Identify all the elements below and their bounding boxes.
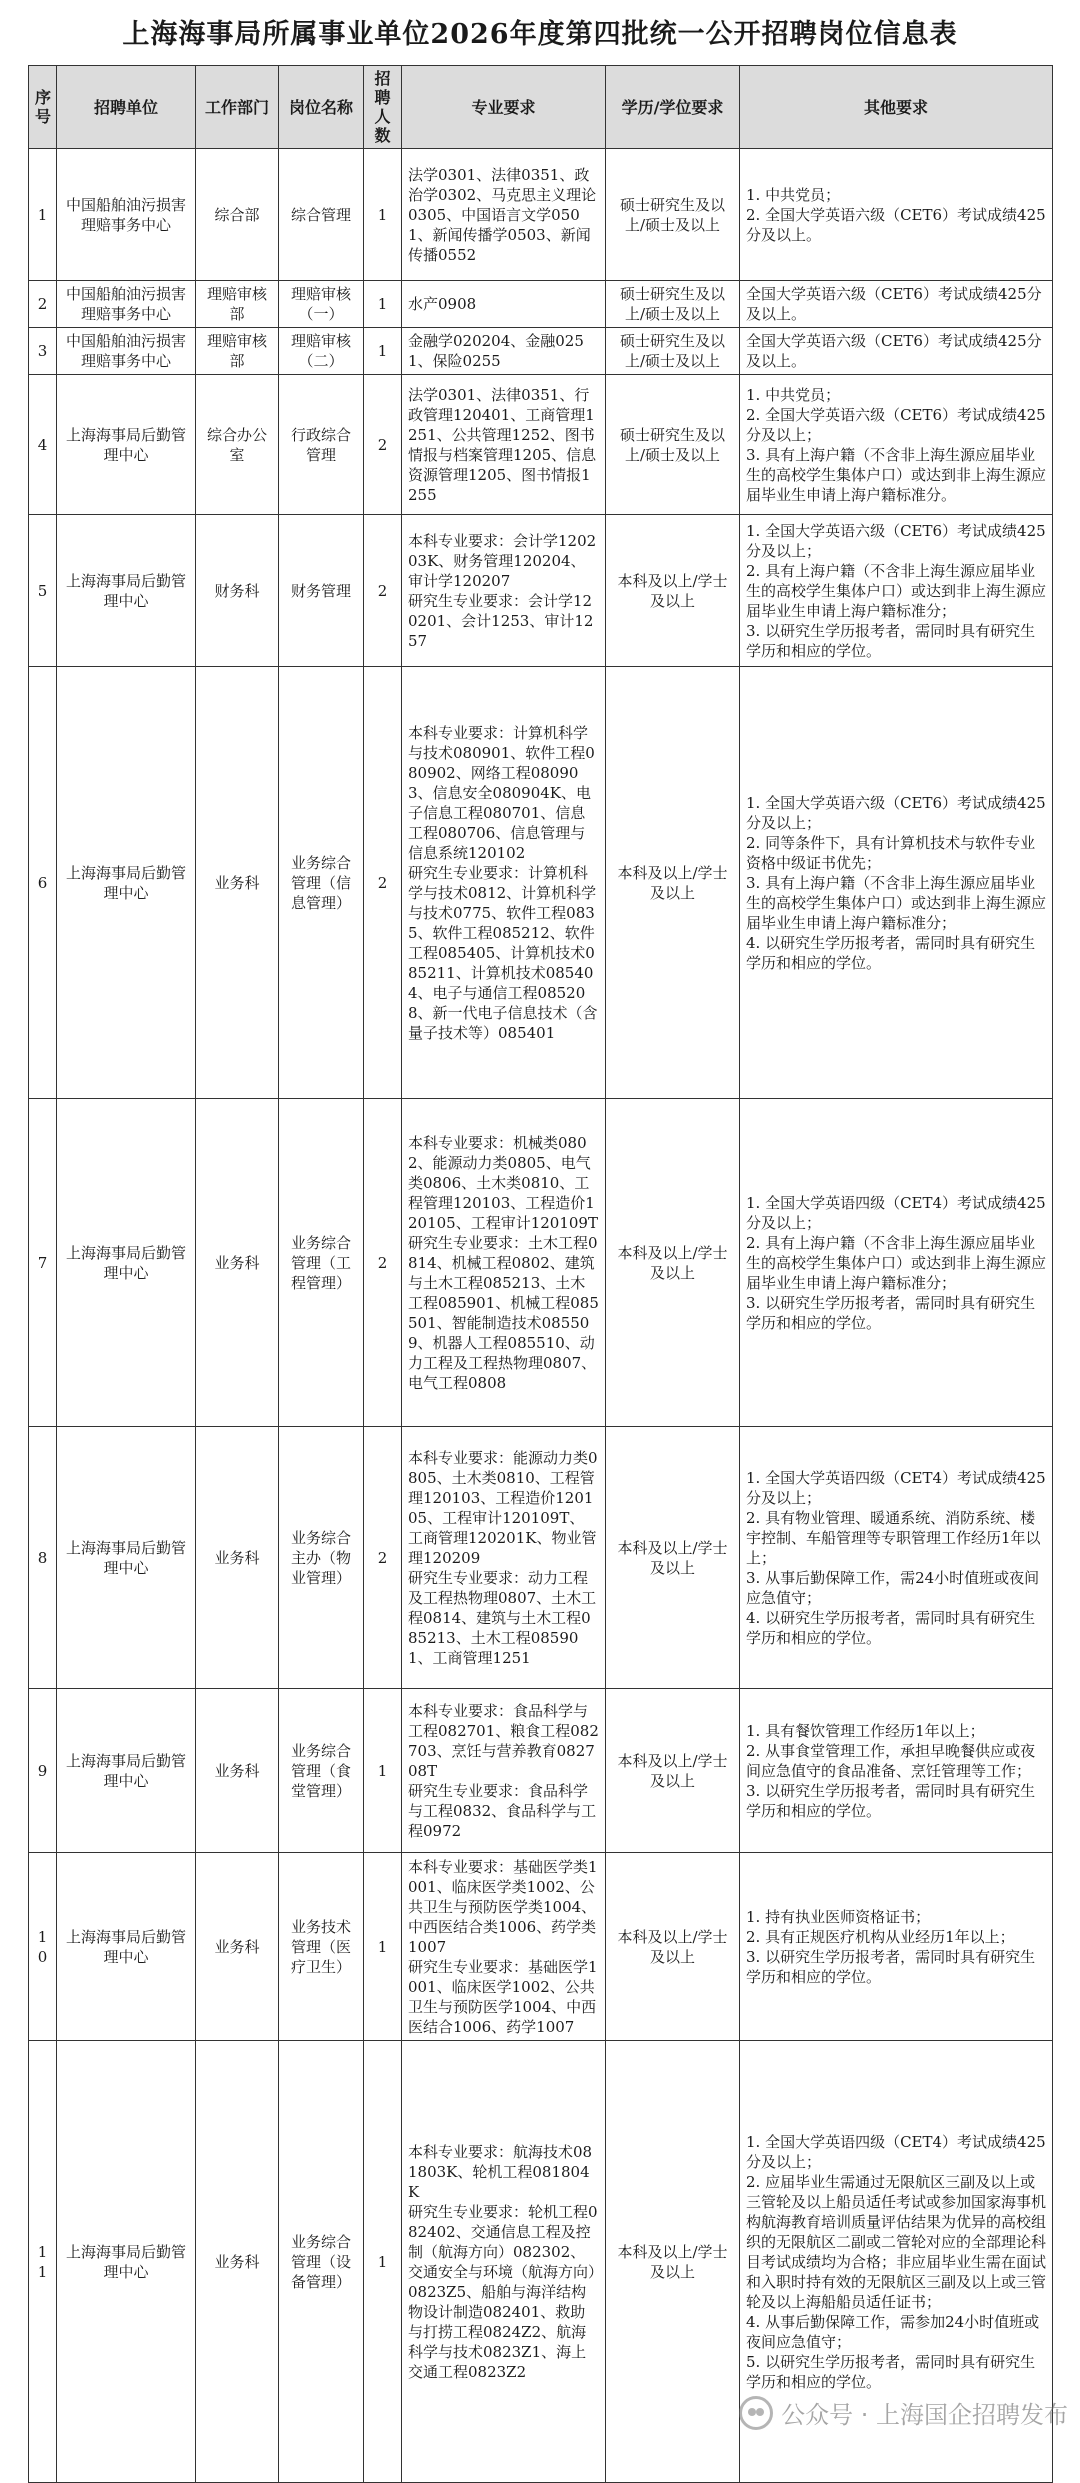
cell-major: 本科专业要求：食品科学与工程082701、粮食工程082703、烹饪与营养教育082708T 研究生专业要求：食品科学与工程0832、食品科学与工程0972 <box>402 1689 606 1853</box>
cell-major: 本科专业要求：基础医学类1001、临床医学类1002、公共卫生与预防医学类1004、中西医结合类1006、药学类1007 研究生专业要求：基础医学1001、临床医学1002、公共卫生与预防医学1004、中西医结合1006、药学1007 <box>402 1853 606 2041</box>
cell-count: 1 <box>364 281 402 328</box>
table-row <box>29 1099 1053 1427</box>
cell-post: 综合管理 <box>279 149 364 281</box>
cell-dept: 综合办公室 <box>196 375 279 515</box>
table-row <box>29 1853 1053 2041</box>
cell-count: 1 <box>364 328 402 375</box>
cell-post: 理赔审核（一） <box>279 281 364 328</box>
cell-major: 本科专业要求：机械类0802、能源动力类0805、电气类0806、土木类0810、工程管理120103、工程造价120105、工程审计120109T 研究生专业要求：土木工程0814、机械工程0802、建筑与土木工程085213、土木工程085901、机械工程085501、智能制造技术085509、机器人工程085510、动力工程及工程热物理0807、电气工程0808 <box>402 1099 606 1427</box>
cell-count: 2 <box>364 1427 402 1689</box>
cell-index: 6 <box>29 667 57 1099</box>
cell-index: 8 <box>29 1427 57 1689</box>
cell-major: 本科专业要求：航海技术081803K、轮机工程081804K 研究生专业要求：轮机工程082402、交通信息工程及控制（航海方向）082302、交通安全与环境（航海方向）0823Z5、船舶与海洋结构物设计制造082401、救助与打捞工程0824Z2、航海科学与技术0823Z1、海上交通工程0823Z2 <box>402 2041 606 2483</box>
cell-dept: 业务科 <box>196 1427 279 1689</box>
cell-post: 业务技术管理（医疗卫生） <box>279 1853 364 2041</box>
cell-index: 7 <box>29 1099 57 1427</box>
cell-education: 本科及以上/学士及以上 <box>606 2041 740 2483</box>
cell-unit: 上海海事局后勤管理中心 <box>57 375 196 515</box>
cell-count: 1 <box>364 149 402 281</box>
cell-major: 法学0301、法律0351、政治学0302、马克思主义理论0305、中国语言文学0501、新闻传播学0503、新闻传播0552 <box>402 149 606 281</box>
table-row <box>29 149 1053 281</box>
header-dept: 工作部门 <box>196 66 279 149</box>
cell-dept: 综合部 <box>196 149 279 281</box>
cell-unit: 上海海事局后勤管理中心 <box>57 1099 196 1427</box>
cell-post: 业务综合管理（设备管理） <box>279 2041 364 2483</box>
page-title: 上海海事局所属事业单位2026年度第四批统一公开招聘岗位信息表 <box>122 19 958 50</box>
cell-count: 1 <box>364 2041 402 2483</box>
cell-post: 业务综合管理（食堂管理） <box>279 1689 364 1853</box>
cell-index: 9 <box>29 1689 57 1853</box>
cell-major: 本科专业要求：计算机科学与技术080901、软件工程080902、网络工程080903、信息安全080904K、电子信息工程080701、信息工程080706、信息管理与信息系统120102 研究生专业要求：计算机科学与技术0812、计算机科学与技术0775、软件工程0835、软件工程085212、软件工程085405、计算机技术085211、计算机技术085404、电子与通信工程085208、新一代电子信息技术（含量子技术等）085401 <box>402 667 606 1099</box>
cell-unit: 上海海事局后勤管理中心 <box>57 2041 196 2483</box>
cell-dept: 业务科 <box>196 1689 279 1853</box>
cell-other: 全国大学英语六级（CET6）考试成绩425分及以上。 <box>740 281 1053 328</box>
cell-count: 2 <box>364 515 402 667</box>
cell-index: 4 <box>29 375 57 515</box>
cell-education: 本科及以上/学士及以上 <box>606 667 740 1099</box>
cell-count: 2 <box>364 375 402 515</box>
cell-unit: 上海海事局后勤管理中心 <box>57 1427 196 1689</box>
cell-unit: 中国船舶油污损害理赔事务中心 <box>57 149 196 281</box>
header-major: 专业要求 <box>402 66 606 149</box>
recruitment-table <box>28 65 1053 2483</box>
cell-education: 本科及以上/学士及以上 <box>606 1853 740 2041</box>
cell-education: 本科及以上/学士及以上 <box>606 1427 740 1689</box>
cell-other: 1. 全国大学英语四级（CET4）考试成绩425分及以上； 2. 应届毕业生需通过无限航区三副及以上或三管轮及以上船员适任考试或参加国家海事机构航海教育培训质量评估结果为优异的高校组织的无限航区二副或二管轮对应的全部理论科目考试成绩均为合格；非应届毕业生需在面试和入职时持有效的无限航区三副及以上或三管轮及以上海船船员适任证书； 4. 从事后勤保障工作，需参加24小时值班或夜间应急值守； 5. 以研究生学历报考者，需同时具有研究生学历和相应的学位。 <box>740 2041 1053 2483</box>
table-row <box>29 375 1053 515</box>
cell-count: 2 <box>364 667 402 1099</box>
watermark-text: 公众号 · 上海国企招聘发布 <box>781 2401 1068 2429</box>
cell-index: 10 <box>29 1853 57 2041</box>
cell-education: 硕士研究生及以上/硕士及以上 <box>606 281 740 328</box>
table-row <box>29 281 1053 328</box>
cell-major: 法学0301、法律0351、行政管理120401、工商管理1251、公共管理1252、图书情报与档案管理1205、信息资源管理1205、图书情报1255 <box>402 375 606 515</box>
cell-count: 2 <box>364 1099 402 1427</box>
table-row <box>29 1689 1053 1853</box>
cell-post: 行政综合管理 <box>279 375 364 515</box>
cell-unit: 上海海事局后勤管理中心 <box>57 515 196 667</box>
cell-other: 1. 全国大学英语四级（CET4）考试成绩425分及以上； 2. 具有上海户籍（不含非上海生源应届毕业生的高校学生集体户口）或达到非上海生源应届毕业生申请上海户籍标准分； 3. 以研究生学历报考者，需同时具有研究生学历和相应的学位。 <box>740 1099 1053 1427</box>
table-row <box>29 515 1053 667</box>
cell-index: 5 <box>29 515 57 667</box>
cell-post: 财务管理 <box>279 515 364 667</box>
cell-education: 硕士研究生及以上/硕士及以上 <box>606 328 740 375</box>
header-education: 学历/学位要求 <box>606 66 740 149</box>
cell-other: 1. 全国大学英语六级（CET6）考试成绩425分及以上； 2. 同等条件下，具有计算机技术与软件专业资格中级证书优先； 3. 具有上海户籍（不含非上海生源应届毕业生的高校学生集体户口）或达到非上海生源应届毕业生申请上海户籍标准分； 4. 以研究生学历报考者，需同时具有研究生学历和相应的学位。 <box>740 667 1053 1099</box>
cell-index: 11 <box>29 2041 57 2483</box>
cell-post: 业务综合管理（信息管理） <box>279 667 364 1099</box>
cell-unit: 上海海事局后勤管理中心 <box>57 1853 196 2041</box>
watermark <box>739 2395 1068 2430</box>
cell-post: 业务综合管理（工程管理） <box>279 1099 364 1427</box>
cell-post: 理赔审核（二） <box>279 328 364 375</box>
cell-index: 3 <box>29 328 57 375</box>
cell-education: 硕士研究生及以上/硕士及以上 <box>606 149 740 281</box>
cell-count: 1 <box>364 1853 402 2041</box>
header-other: 其他要求 <box>740 66 1053 149</box>
cell-dept: 业务科 <box>196 667 279 1099</box>
cell-index: 2 <box>29 281 57 328</box>
header-post: 岗位名称 <box>279 66 364 149</box>
cell-major: 本科专业要求：能源动力类0805、土木类0810、工程管理120103、工程造价120105、工程审计120109T、工商管理120201K、物业管理120209 研究生专业要求：动力工程及工程热物理0807、土木工程0814、建筑与土木工程085213、土木工程085901、工商管理1251 <box>402 1427 606 1689</box>
table-row <box>29 667 1053 1099</box>
cell-education: 本科及以上/学士及以上 <box>606 1689 740 1853</box>
cell-education: 硕士研究生及以上/硕士及以上 <box>606 375 740 515</box>
cell-dept: 财务科 <box>196 515 279 667</box>
cell-unit: 中国船舶油污损害理赔事务中心 <box>57 328 196 375</box>
cell-dept: 业务科 <box>196 2041 279 2483</box>
cell-other: 1. 全国大学英语四级（CET4）考试成绩425分及以上； 2. 具有物业管理、暖通系统、消防系统、楼宇控制、车船管理等专职管理工作经历1年以上； 3. 从事后勤保障工作，需24小时值班或夜间应急值守； 4. 以研究生学历报考者，需同时具有研究生学历和相应的学位。 <box>740 1427 1053 1689</box>
wechat-icon <box>739 2396 773 2430</box>
cell-count: 1 <box>364 1689 402 1853</box>
cell-major: 金融学020204、金融0251、保险0255 <box>402 328 606 375</box>
header-count: 招聘人数 <box>364 66 402 149</box>
cell-unit: 上海海事局后勤管理中心 <box>57 1689 196 1853</box>
cell-other: 1. 中共党员； 2. 全国大学英语六级（CET6）考试成绩425分及以上。 <box>740 149 1053 281</box>
cell-unit: 上海海事局后勤管理中心 <box>57 667 196 1099</box>
cell-education: 本科及以上/学士及以上 <box>606 1099 740 1427</box>
cell-dept: 理赔审核部 <box>196 281 279 328</box>
cell-other: 1. 具有餐饮管理工作经历1年以上； 2. 从事食堂管理工作，承担早晚餐供应或夜间应急值守的食品准备、烹饪管理等工作； 3. 以研究生学历报考者，需同时具有研究生学历和相应的学位。 <box>740 1689 1053 1853</box>
table-row <box>29 1427 1053 1689</box>
cell-other: 全国大学英语六级（CET6）考试成绩425分及以上。 <box>740 328 1053 375</box>
header-unit: 招聘单位 <box>57 66 196 149</box>
cell-other: 1. 持有执业医师资格证书； 2. 具有正规医疗机构从业经历1年以上； 3. 以研究生学历报考者，需同时具有研究生学历和相应的学位。 <box>740 1853 1053 2041</box>
cell-post: 业务综合主办（物业管理） <box>279 1427 364 1689</box>
header-index: 序号 <box>29 66 57 149</box>
cell-dept: 业务科 <box>196 1853 279 2041</box>
table-row <box>29 328 1053 375</box>
cell-unit: 中国船舶油污损害理赔事务中心 <box>57 281 196 328</box>
cell-dept: 理赔审核部 <box>196 328 279 375</box>
cell-major: 水产0908 <box>402 281 606 328</box>
cell-education: 本科及以上/学士及以上 <box>606 515 740 667</box>
cell-other: 1. 中共党员； 2. 全国大学英语六级（CET6）考试成绩425分及以上； 3. 具有上海户籍（不含非上海生源应届毕业生的高校学生集体户口）或达到非上海生源应届毕业生申请上海户籍标准分。 <box>740 375 1053 515</box>
table-header-row <box>29 66 1053 149</box>
cell-dept: 业务科 <box>196 1099 279 1427</box>
cell-other: 1. 全国大学英语六级（CET6）考试成绩425分及以上； 2. 具有上海户籍（不含非上海生源应届毕业生的高校学生集体户口）或达到非上海生源应届毕业生申请上海户籍标准分； 3. 以研究生学历报考者，需同时具有研究生学历和相应的学位。 <box>740 515 1053 667</box>
cell-major: 本科专业要求：会计学120203K、财务管理120204、审计学120207 研究生专业要求：会计学120201、会计1253、审计1257 <box>402 515 606 667</box>
cell-index: 1 <box>29 149 57 281</box>
